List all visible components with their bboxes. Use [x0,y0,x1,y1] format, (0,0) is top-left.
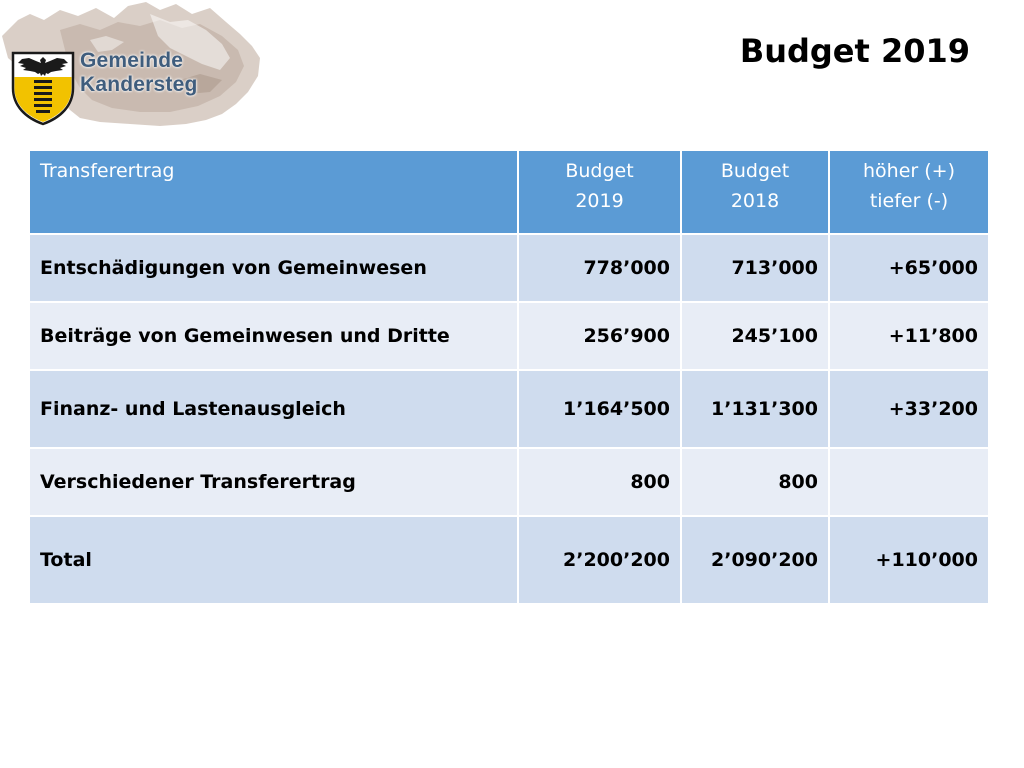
table-row [29,370,989,448]
table-row [29,302,989,370]
table-header-row [29,150,989,234]
row-budget-2019: 2’200’200 [518,516,681,604]
table-row [29,234,989,302]
row-difference: +33’200 [829,370,989,448]
page-title: Budget 2019 [739,32,970,70]
header-budget-2019: Budget 2019 [518,150,681,234]
logo-line-2: Kandersteg [80,73,198,96]
row-budget-2018: 2’090’200 [681,516,829,604]
row-label: Total [29,516,518,604]
row-label: Verschiedener Transferertrag [29,448,518,516]
row-budget-2019: 800 [518,448,681,516]
row-budget-2018: 1’131’300 [681,370,829,448]
row-budget-2019: 1’164’500 [518,370,681,448]
row-budget-2018: 713’000 [681,234,829,302]
table-row [29,448,989,516]
row-label: Entschädigungen von Gemeinwesen [29,234,518,302]
logo-line-1: Gemeinde [80,49,184,72]
logo [0,0,262,130]
table-row-total [29,516,989,604]
logo-text [80,49,198,97]
row-difference: +110’000 [829,516,989,604]
header-difference: höher (+) tiefer (-) [829,150,989,234]
header-transferertrag: Transferertrag [29,150,518,234]
header-budget-2018: Budget 2018 [681,150,829,234]
budget-table [28,149,990,605]
row-budget-2019: 256’900 [518,302,681,370]
row-budget-2019: 778’000 [518,234,681,302]
row-difference [829,448,989,516]
row-budget-2018: 245’100 [681,302,829,370]
eagle-crest-icon [10,50,76,126]
row-difference: +65’000 [829,234,989,302]
row-budget-2018: 800 [681,448,829,516]
row-label: Beiträge von Gemeinwesen und Dritte [29,302,518,370]
row-label: Finanz- und Lastenausgleich [29,370,518,448]
row-difference: +11’800 [829,302,989,370]
